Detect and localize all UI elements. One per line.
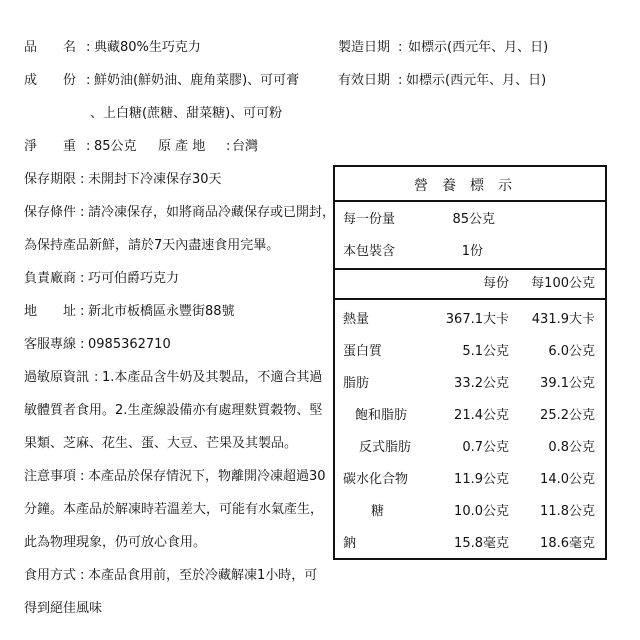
product-name-value: 典藏80%生巧克力 — [94, 40, 201, 55]
nutrient-name: 脂肪 — [343, 376, 370, 391]
colon: : — [80, 271, 85, 286]
column-header-row — [335, 275, 605, 293]
nutrition-table — [333, 165, 607, 560]
product-name-label: 品 名 — [24, 40, 77, 55]
colon: : — [80, 337, 85, 352]
manufacture-date-value: 如標示(西元年、月、日) — [408, 40, 549, 55]
address-label: 地 址 — [24, 304, 77, 319]
allergen-line-2: 敏體質者食用。2.生產線設備亦有處理麩質穀物、堅 — [24, 403, 323, 418]
nutrient-row — [335, 375, 605, 393]
usage-line-1: 本產品食用前，至於冷藏解凍1小時，可 — [88, 568, 318, 583]
ingredients-line-2: 、上白糖(蔗糖、甜菜糖)、可可粉 — [90, 106, 283, 121]
usage-line-2: 得到絕佳風味 — [24, 601, 103, 616]
nutrient-per-serving: 11.9公克 — [454, 472, 509, 487]
servings-per-package-label: 本包裝含 — [343, 244, 396, 259]
nutrient-per-serving: 15.8毫克 — [454, 536, 509, 551]
nutrient-per-serving: 10.0公克 — [454, 504, 509, 519]
nutrient-per-serving: 33.2公克 — [454, 376, 509, 391]
storage-line-2: 為保持產品新鮮，請於7天內盡速食用完畢。 — [24, 238, 280, 253]
shelf-life-value: 未開封下冷凍保存30天 — [88, 172, 222, 187]
nutrient-name: 反式脂肪 — [359, 440, 412, 455]
colon: : — [94, 370, 99, 385]
ingredients-line-1: 鮮奶油(鮮奶油、鹿角菜膠)、可可膏 — [94, 73, 300, 88]
nutrient-per-100g: 14.0公克 — [540, 472, 595, 487]
column-per-serving: 每份 — [482, 276, 509, 291]
nutrient-per-100g: 25.2公克 — [540, 408, 595, 423]
colon: : — [398, 40, 403, 55]
nutrient-per-100g: 18.6毫克 — [540, 536, 595, 551]
serving-size-value: 85公克 — [452, 212, 495, 227]
nutrient-row — [335, 535, 605, 553]
colon: : — [80, 172, 85, 187]
nutrient-per-100g: 0.8公克 — [548, 440, 595, 455]
manufacture-date-label: 製造日期 — [338, 40, 391, 55]
colon: : — [80, 205, 85, 220]
servings-per-package-row — [335, 243, 605, 261]
usage-label: 食用方式 — [24, 568, 77, 583]
nutrient-name: 飽和脂肪 — [355, 408, 408, 423]
serving-size-row — [335, 211, 605, 229]
notice-line-3: 此為物理現象，仍可放心食用。 — [24, 535, 207, 550]
nutrition-title: 營養標示 — [414, 178, 526, 194]
nutrient-per-serving: 0.7公克 — [462, 440, 509, 455]
colon: : — [398, 73, 403, 88]
colon: : — [226, 139, 231, 154]
origin-value: 台灣 — [232, 139, 259, 154]
net-weight-value: 85公克 — [94, 139, 137, 154]
colon: : — [86, 139, 91, 154]
nutrient-row — [335, 471, 605, 489]
notice-line-2: 分鐘。本產品於解凍時若溫差大，可能有水氣產生， — [24, 502, 324, 517]
allergen-line-1: 1.本產品含牛奶及其製品，不適合其過 — [102, 370, 323, 385]
nutrient-row — [335, 343, 605, 361]
nutrient-name: 鈉 — [343, 536, 357, 551]
nutrient-row — [335, 311, 605, 329]
net-weight-label: 淨 重 — [24, 139, 77, 154]
nutrient-per-serving: 367.1大卡 — [445, 312, 509, 327]
storage-line-1: 請冷凍保存，如將商品冷藏保存或已開封， — [88, 205, 336, 220]
nutrient-name: 糖 — [371, 504, 385, 519]
colon: : — [80, 304, 85, 319]
nutrient-per-100g: 39.1公克 — [540, 376, 595, 391]
nutrient-name: 碳水化合物 — [343, 472, 409, 487]
divider — [335, 268, 605, 270]
nutrient-row — [335, 439, 605, 457]
expiry-date-value: 如標示(西元年、月、日) — [406, 73, 547, 88]
divider — [335, 200, 605, 202]
servings-per-package-value: 1份 — [461, 244, 483, 259]
nutrient-per-serving: 5.1公克 — [462, 344, 509, 359]
nutrient-per-100g: 11.8公克 — [540, 504, 595, 519]
allergen-line-3: 果類、芝麻、花生、蛋、大豆、芒果及其製品。 — [24, 436, 298, 451]
address-value: 新北市板橋區永豐街88號 — [88, 304, 235, 319]
colon: : — [80, 469, 85, 484]
phone-value: 0985362710 — [88, 337, 171, 352]
divider — [335, 298, 605, 300]
nutrient-per-100g: 6.0公克 — [548, 344, 595, 359]
serving-size-label: 每一份量 — [343, 212, 396, 227]
nutrient-row — [335, 503, 605, 521]
manufacturer-value: 巧可伯爵巧克力 — [88, 271, 180, 286]
notice-label: 注意事項 — [24, 469, 77, 484]
colon: : — [80, 568, 85, 583]
expiry-date-label: 有效日期 — [338, 73, 391, 88]
origin-label: 原 產 地 — [158, 139, 206, 154]
nutrient-name: 蛋白質 — [343, 344, 383, 359]
nutrient-name: 熱量 — [343, 312, 370, 327]
ingredients-label: 成 份 — [24, 73, 77, 88]
storage-label: 保存條件 — [24, 205, 77, 220]
shelf-life-label: 保存期限 — [24, 172, 77, 187]
manufacturer-label: 負責廠商 — [24, 271, 77, 286]
notice-line-1: 本產品於保存情況下，物離開冷凍超過30 — [88, 469, 326, 484]
nutrient-per-100g: 431.9大卡 — [531, 312, 595, 327]
colon: : — [86, 73, 91, 88]
nutrient-per-serving: 21.4公克 — [454, 408, 509, 423]
column-per-100g: 每100公克 — [531, 276, 595, 291]
colon: : — [86, 40, 91, 55]
allergen-label: 過敏原資訊 — [24, 370, 90, 385]
phone-label: 客服專線 — [24, 337, 77, 352]
nutrient-row — [335, 407, 605, 425]
